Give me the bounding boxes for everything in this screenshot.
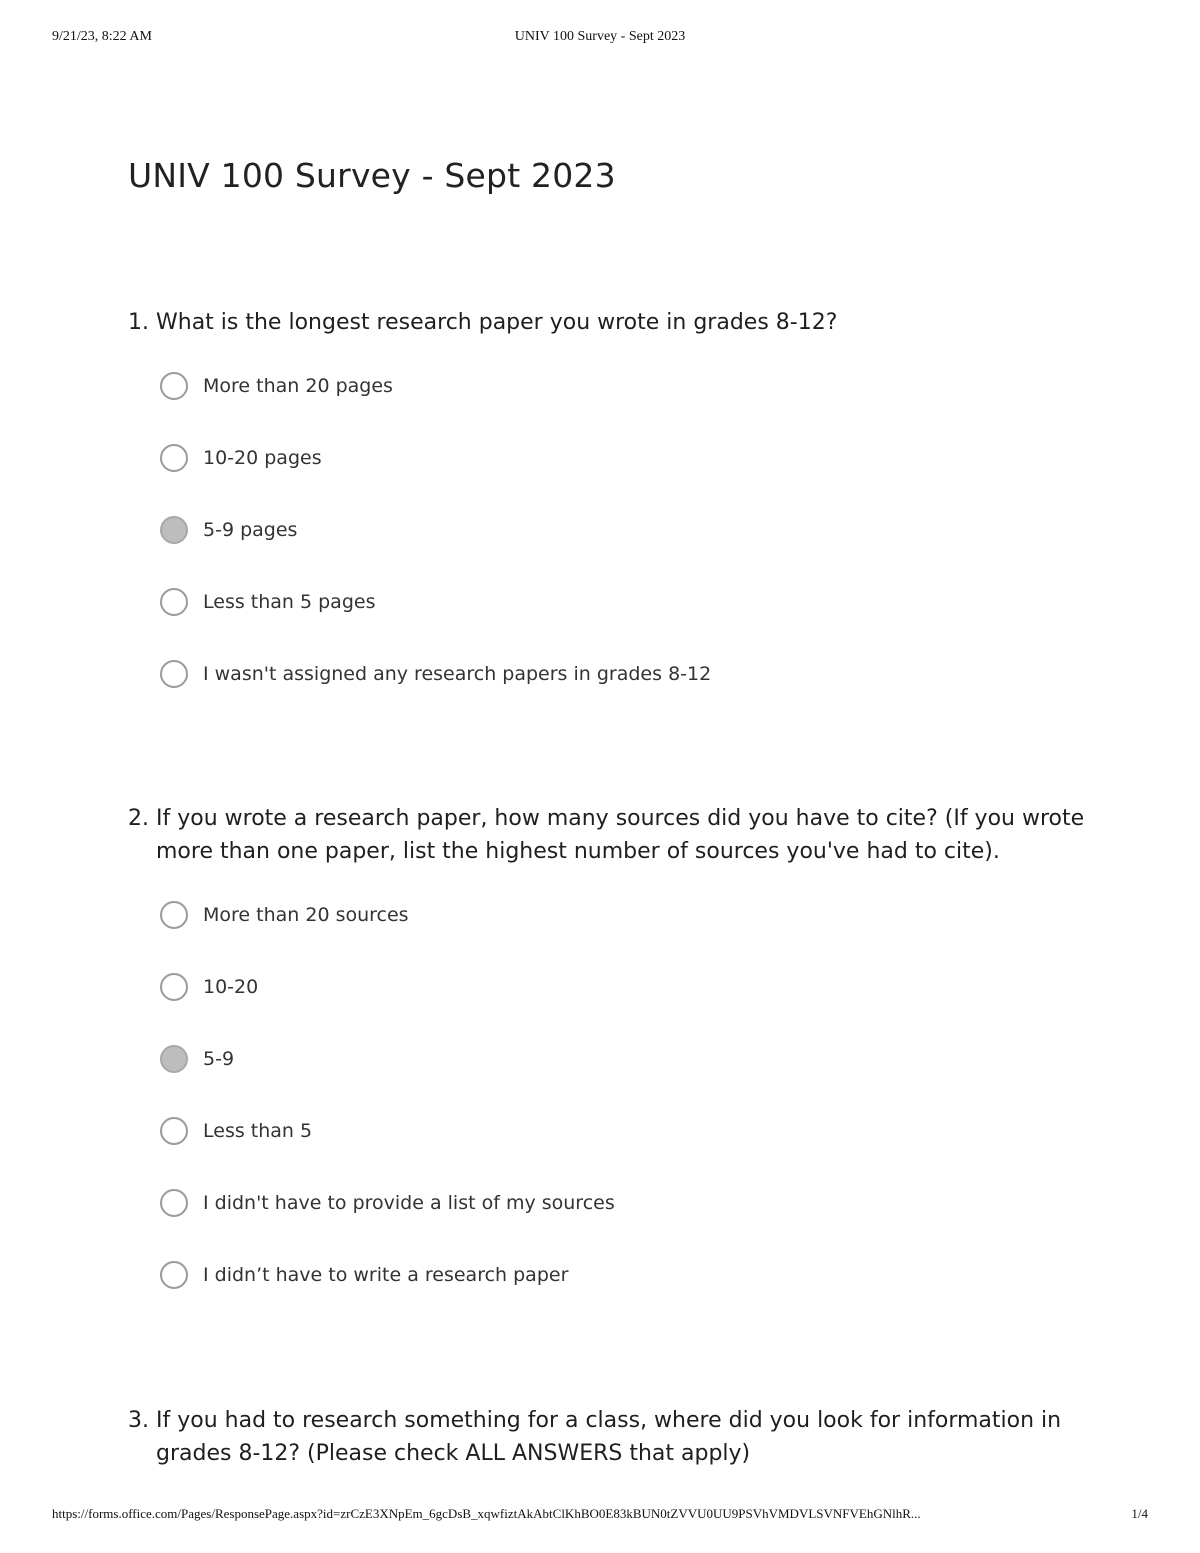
option-10-20[interactable] [128, 951, 1088, 1023]
radio-button[interactable] [160, 973, 188, 1001]
question-text [128, 802, 1088, 868]
option-label: 5-9 [203, 1048, 235, 1070]
radio-button[interactable] [160, 1189, 188, 1217]
print-header [52, 29, 1148, 49]
option-10-20-pages[interactable] [128, 422, 1088, 494]
question-label: What is the longest research paper you wrote in grades 8-12? [156, 310, 838, 335]
option-more-than-20-sources[interactable] [128, 879, 1088, 951]
option-no-research-paper[interactable] [128, 1239, 1088, 1311]
question-3 [128, 1404, 1088, 1470]
option-label: I didn’t have to write a research paper [203, 1264, 569, 1286]
option-5-9[interactable] [128, 1023, 1088, 1095]
question-label: If you had to research something for a class, where did you look for information in grades 8-12? (Please check ALL ANSWERS that apply) [156, 1408, 1062, 1466]
radio-button[interactable] [160, 1117, 188, 1145]
option-no-source-list[interactable] [128, 1167, 1088, 1239]
option-no-research-papers[interactable] [128, 638, 1088, 710]
print-footer [52, 1506, 1148, 1526]
option-label: Less than 5 [203, 1120, 313, 1142]
question-text [128, 1404, 1088, 1470]
question-2 [128, 802, 1088, 1311]
page-url: https://forms.office.com/Pages/ResponsePage.aspx?id=zrCzE3XNpEm_6gcDsB_xqwfiztAkAbtClKhBO0E83kBUN0tZVVU0UU9PSVhVMDVLSVNFVEhGNlhR... [52, 1506, 921, 1521]
option-5-9-pages[interactable] [128, 494, 1088, 566]
option-list [128, 879, 1088, 1311]
question-number: 3. [128, 1408, 149, 1433]
option-less-than-5[interactable] [128, 1095, 1088, 1167]
radio-button-selected[interactable] [160, 516, 188, 544]
option-list [128, 350, 1088, 710]
option-label: 10-20 [203, 976, 259, 998]
radio-button[interactable] [160, 660, 188, 688]
option-label: 10-20 pages [203, 447, 322, 469]
option-label: More than 20 sources [203, 904, 409, 926]
option-label: I didn't have to provide a list of my sources [203, 1192, 615, 1214]
option-less-than-5-pages[interactable] [128, 566, 1088, 638]
option-label: More than 20 pages [203, 375, 393, 397]
option-label: 5-9 pages [203, 519, 298, 541]
option-more-than-20-pages[interactable] [128, 350, 1088, 422]
question-number: 1. [128, 310, 149, 335]
question-number: 2. [128, 806, 149, 831]
radio-button[interactable] [160, 588, 188, 616]
option-label: I wasn't assigned any research papers in grades 8-12 [203, 663, 712, 685]
form-title: UNIV 100 Survey - Sept 2023 [128, 156, 616, 195]
radio-button[interactable] [160, 901, 188, 929]
radio-button[interactable] [160, 372, 188, 400]
option-label: Less than 5 pages [203, 591, 376, 613]
question-label: If you wrote a research paper, how many sources did you have to cite? (If you wrote more than one paper, list the highest number of sources you've had to cite). [156, 806, 1085, 864]
radio-button-selected[interactable] [160, 1045, 188, 1073]
question-1 [128, 306, 1088, 710]
print-date: 9/21/23, 8:22 AM [52, 29, 152, 44]
radio-button[interactable] [160, 1261, 188, 1289]
radio-button[interactable] [160, 444, 188, 472]
print-title: UNIV 100 Survey - Sept 2023 [514, 29, 686, 44]
page-number: 1/4 [1131, 1506, 1148, 1521]
question-text [128, 306, 1088, 339]
